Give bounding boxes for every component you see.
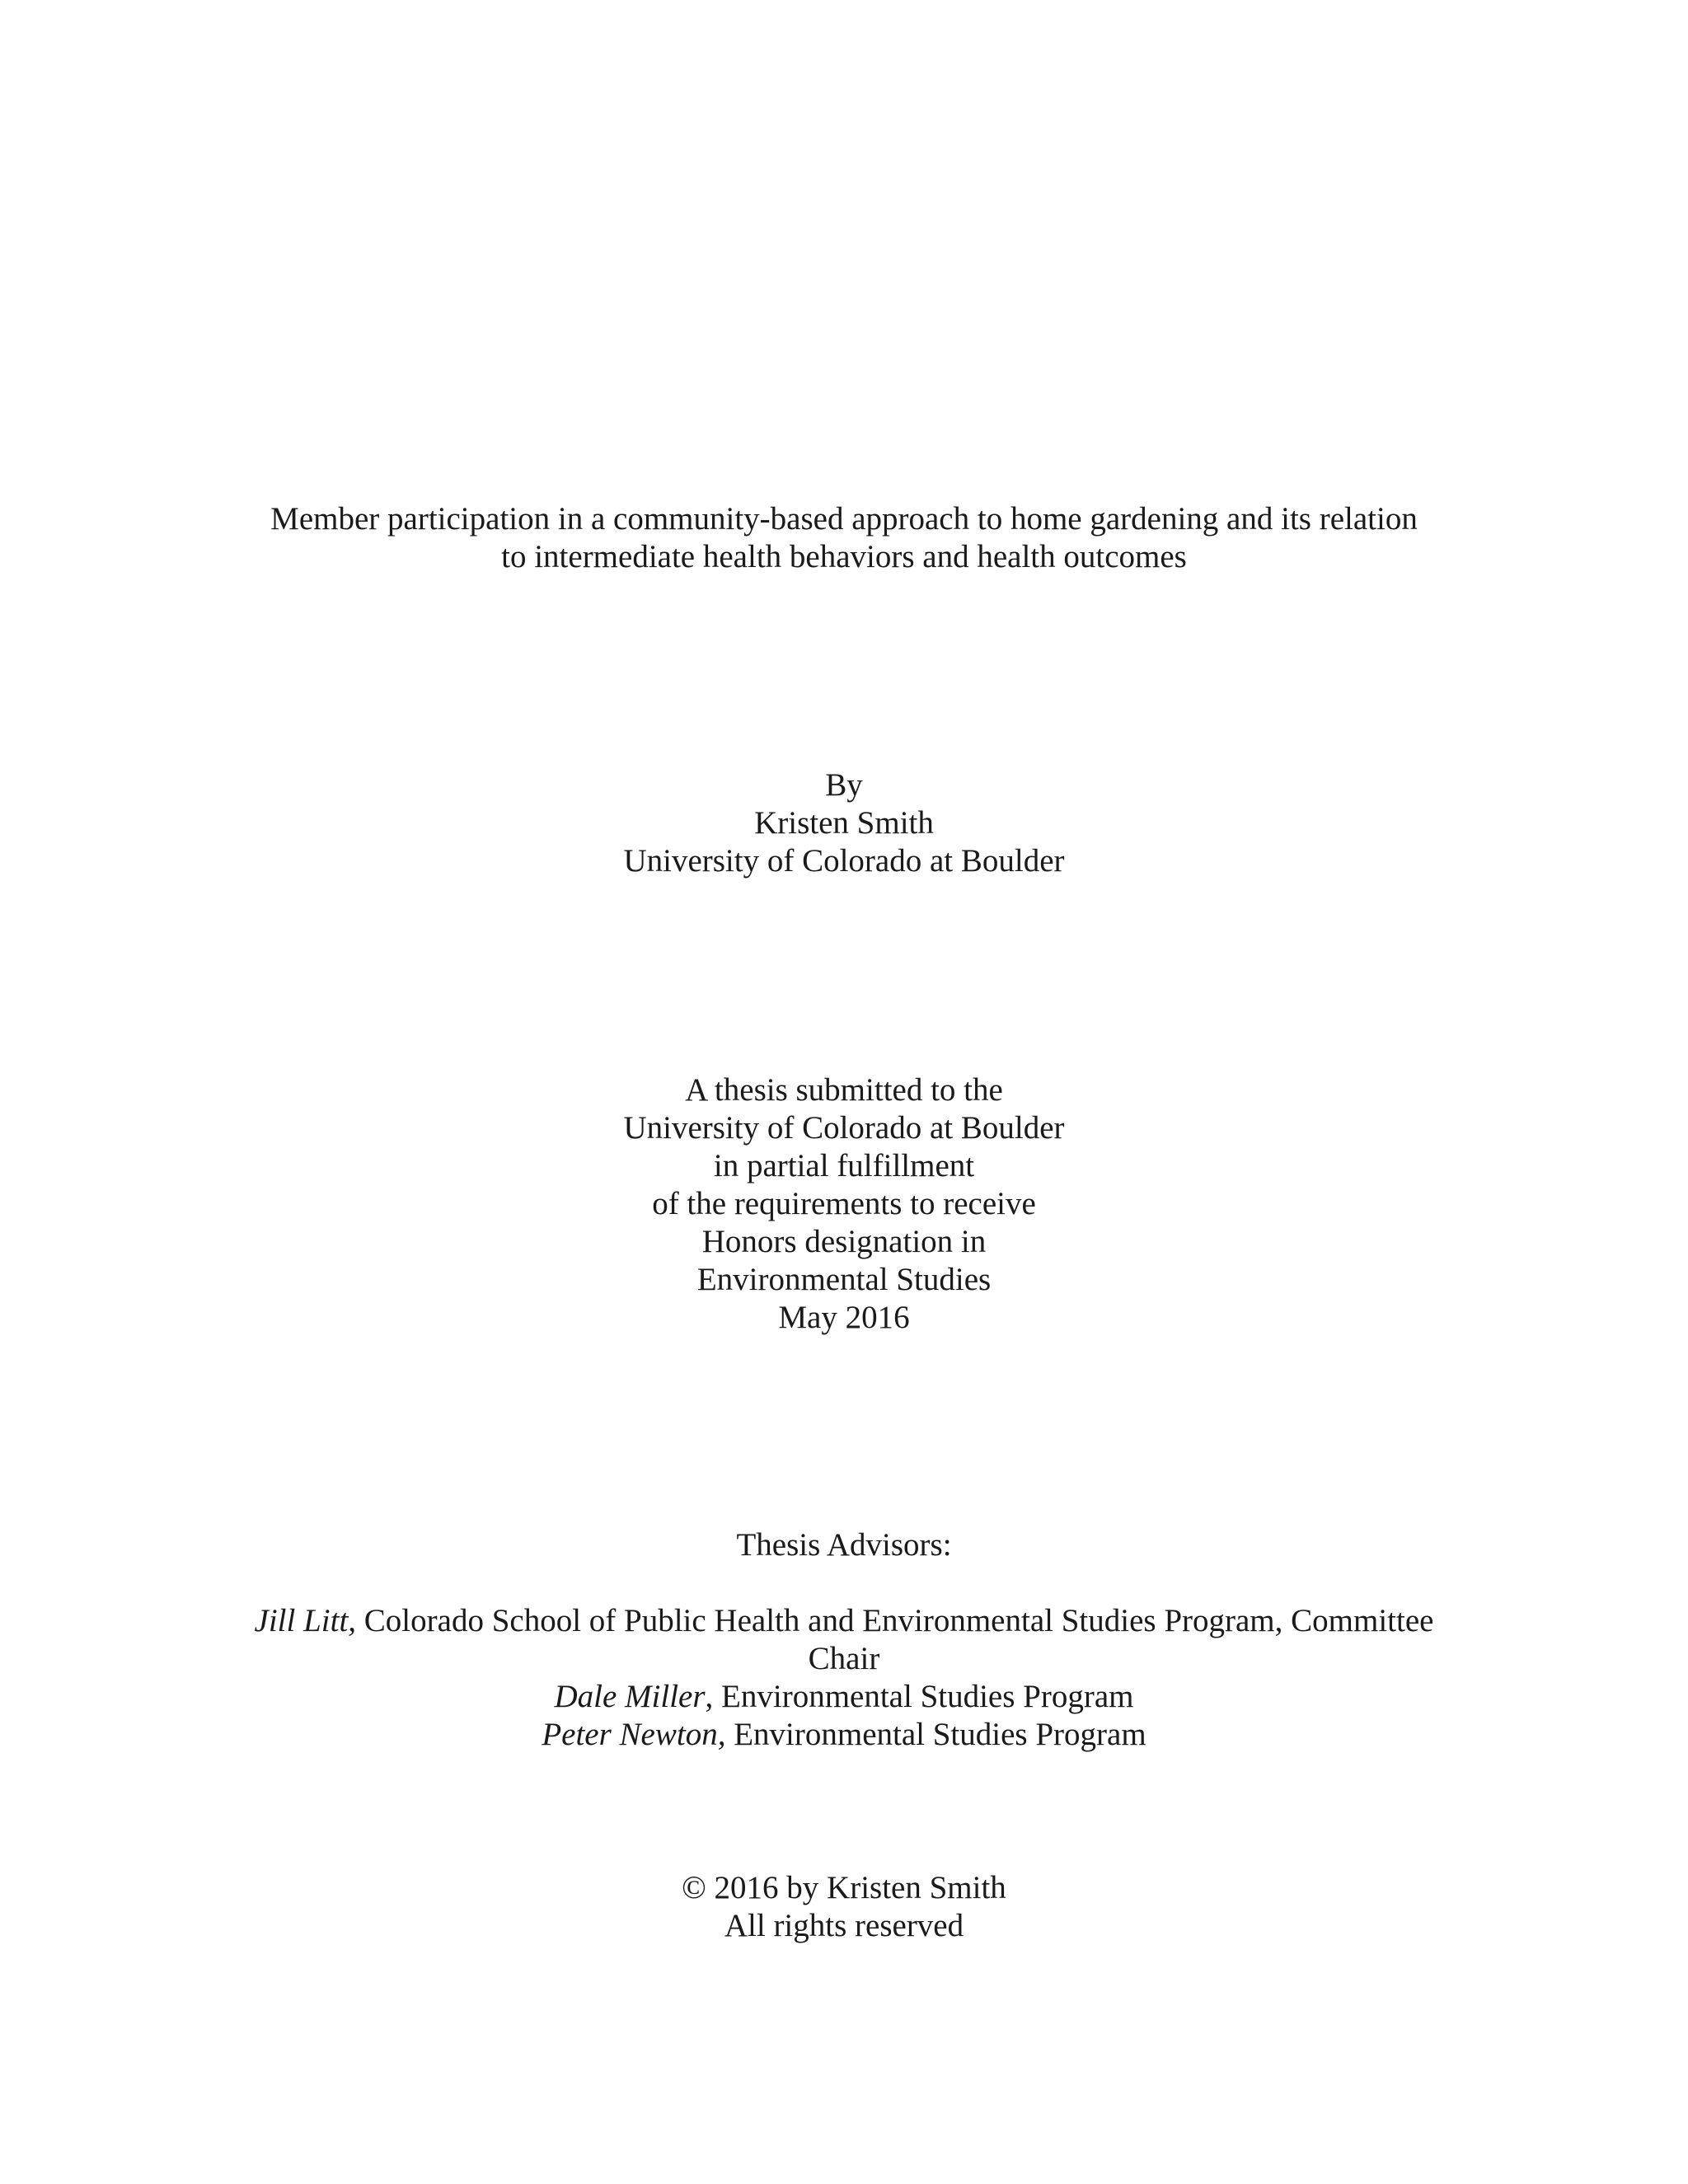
copyright-block: [0, 1869, 1688, 1945]
advisor-affiliation: Colorado School of Public Health and Environmental Studies Program, Committee: [356, 1603, 1434, 1638]
submission-line: A thesis submitted to the: [685, 1072, 1003, 1108]
submission-statement: [0, 1071, 1688, 1337]
thesis-title-line-1: Member participation in a community-based approach to home gardening and its relation: [270, 501, 1418, 537]
thesis-title-line-2: to intermediate health behaviors and health outcomes: [501, 539, 1187, 574]
advisor-name: Peter Newton,: [542, 1717, 726, 1752]
advisors-heading-text: Thesis Advisors:: [736, 1527, 952, 1563]
submission-date: May 2016: [778, 1300, 910, 1335]
submission-line: University of Colorado at Boulder: [623, 1110, 1065, 1146]
advisor-entry: [0, 1678, 1688, 1716]
advisor-name: Jill Litt,: [254, 1603, 357, 1638]
submission-line: of the requirements to receive: [652, 1186, 1036, 1221]
submission-line: in partial fulfillment: [713, 1148, 975, 1183]
submission-line: Honors designation in: [701, 1224, 987, 1259]
advisor-entry: [0, 1716, 1688, 1754]
author-institution: University of Colorado at Boulder: [623, 843, 1065, 879]
submission-line: Environmental Studies: [696, 1262, 992, 1297]
author-block: [0, 766, 1688, 880]
advisors-list: [0, 1602, 1688, 1754]
thesis-title: [0, 500, 1688, 576]
advisors-heading: [0, 1526, 1688, 1564]
advisor-affiliation: , Environmental Studies Program: [705, 1679, 1134, 1714]
author-name: Kristen Smith: [754, 805, 934, 841]
copyright-notice: © 2016 by Kristen Smith: [682, 1870, 1006, 1905]
by-label: By: [825, 767, 863, 803]
rights-reserved: All rights reserved: [724, 1908, 964, 1943]
advisor-affiliation-continuation: Chair: [808, 1641, 880, 1676]
advisor-affiliation: Environmental Studies Program: [725, 1717, 1146, 1752]
advisor-entry: [0, 1602, 1688, 1640]
advisor-name: Dale Miller: [554, 1679, 706, 1714]
